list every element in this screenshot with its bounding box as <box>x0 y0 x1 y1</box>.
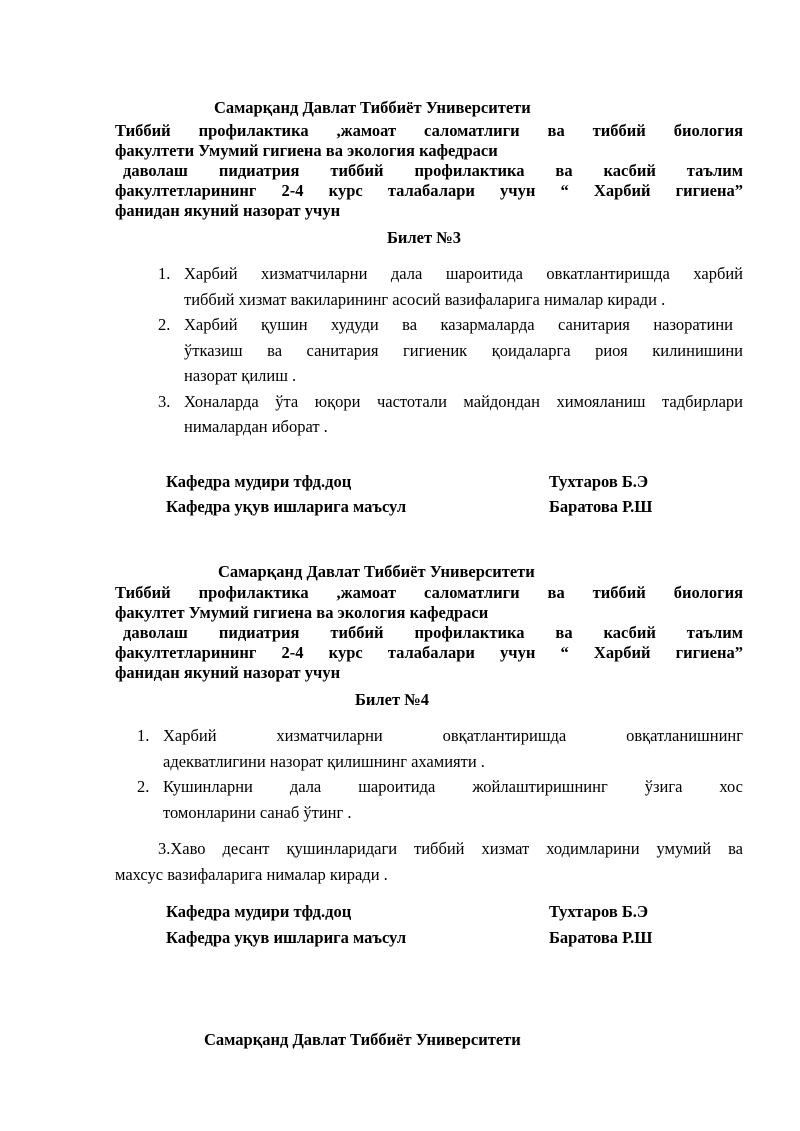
university-title: Самарқанд Давлат Тиббиёт Университети <box>214 98 531 117</box>
question-list <box>137 723 743 825</box>
ticket-number: Билет №3 <box>387 228 462 247</box>
header-line: факултетларининг 2-4 курс талабалари учун “ Харбий гигиена” <box>115 643 743 662</box>
header-line: Тиббий профилактика ,жамоат саломатлиги ва тиббий биология <box>115 583 743 602</box>
header-line: факултетларининг 2-4 курс талабалари учун “ Харбий гигиена” <box>115 181 743 200</box>
question-line: нималардан иборат . <box>184 417 328 436</box>
question-line: Кушинларни дала шароитида жойлаштиришнинг ўзига хос <box>163 777 743 796</box>
header-line: факултет Умумий гигиена ва экология кафедраси <box>115 603 489 622</box>
question-item <box>158 312 743 389</box>
question-line: тиббий хизмат вакиларининг асосий вазифаларига нималар киради . <box>184 289 666 309</box>
signature-role: Кафедра уқув ишларига маъсул <box>166 928 407 947</box>
header-line: даволаш пидиатрия тиббий профилактика ва касбий таълим <box>123 161 743 180</box>
ticket-number: Билет №4 <box>355 690 430 709</box>
question-item <box>137 774 743 825</box>
question-line: ўтказиш ва санитария гигиеник қоидаларга риоя килинишини <box>184 340 743 360</box>
ticket-header <box>115 121 743 221</box>
signature-role: Кафедра уқув ишларига маъсул <box>166 497 407 516</box>
header-line: фанидан якуний назорат учун <box>115 663 341 682</box>
signature-name: Тухтаров Б.Э <box>549 472 649 491</box>
question-item <box>158 389 743 440</box>
signature-name: Баратова Р.Ш <box>549 928 653 947</box>
question-line: махсус вазифаларига нималар киради . <box>115 864 388 884</box>
question-number: 2. <box>137 777 150 796</box>
question-line: назорат қилиш . <box>184 366 297 385</box>
question-line: 3.Хаво десант қушинларидаги тиббий хизмат ходимларини умумий ва <box>158 839 743 858</box>
question-line: Хоналарда ўта юқори частотали майдондан химояланиш тадбирлари <box>184 391 743 411</box>
question-item <box>158 261 743 312</box>
question-number: 1. <box>137 726 150 745</box>
header-line: даволаш пидиатрия тиббий профилактика ва касбий таълим <box>123 623 743 642</box>
university-title: Самарқанд Давлат Тиббиёт Университети <box>218 562 535 581</box>
ticket-header <box>115 583 743 683</box>
signature-name: Тухтаров Б.Э <box>549 902 649 921</box>
header-line: факултети Умумий гигиена ва экология кафедраси <box>115 141 498 160</box>
signature-name: Баратова Р.Ш <box>549 497 653 516</box>
question-number: 1. <box>158 264 171 283</box>
question-list <box>158 261 743 440</box>
question-number: 2. <box>158 315 171 334</box>
question-line: Харбий қушин худуди ва казармаларда санитария назоратини <box>184 315 733 334</box>
question-line: Харбий хизматчиларни овқатлантиришда овқатланишнинг <box>163 726 743 745</box>
question-number: 3. <box>158 391 171 411</box>
signature-role: Кафедра мудири тфд.доц <box>166 902 352 921</box>
university-title: Самарқанд Давлат Тиббиёт Университети <box>204 1030 521 1049</box>
question-line: Харбий хизматчиларни дала шароитида овкатлантиришда харбий <box>184 264 743 283</box>
question-line: адекватлигини назорат қилишнинг ахамияти . <box>163 751 485 771</box>
question-line: томонларини санаб ўтинг . <box>163 802 352 822</box>
question-item-extra <box>115 836 743 887</box>
header-line: Тиббий профилактика ,жамоат саломатлиги ва тиббий биология <box>115 121 743 140</box>
signature-role: Кафедра мудири тфд.доц <box>166 472 352 491</box>
question-item <box>137 723 743 774</box>
header-line: фанидан якуний назорат учун <box>115 201 341 220</box>
